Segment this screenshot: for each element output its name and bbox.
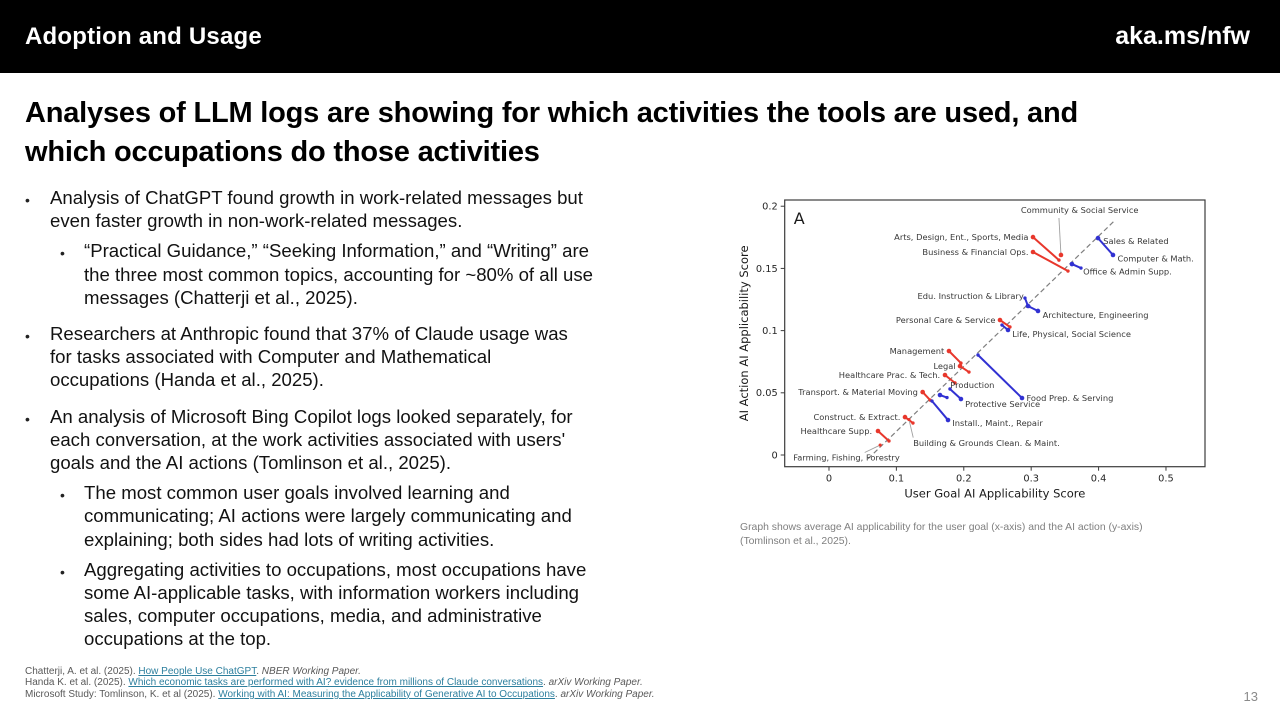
- page-title-line: which occupations do those activities: [25, 135, 540, 168]
- bullet-item: [25, 405, 715, 475]
- occupation-label: Arts, Design, Ent., Sports, Media: [894, 231, 1029, 242]
- data-point: [998, 318, 1003, 323]
- x-tick-label: 0.3: [1023, 473, 1039, 485]
- figure-caption: [740, 521, 1210, 548]
- occupation-label: Sales & Related: [1103, 235, 1169, 246]
- bullet-text: [84, 558, 586, 651]
- occupation-label: Business & Financial Ops.: [922, 246, 1029, 257]
- data-point: [876, 429, 881, 434]
- bullet-item: [25, 322, 715, 392]
- reference-link[interactable]: How People Use ChatGPT: [138, 666, 257, 677]
- x-tick-label: 0.4: [1090, 473, 1107, 485]
- data-point: [947, 349, 952, 354]
- reference-journal: NBER Working Paper.: [261, 666, 361, 677]
- leader-end-dot: [1000, 323, 1003, 326]
- applicability-scatter-chart: [737, 190, 1207, 512]
- occupation-label: Protective Service: [965, 398, 1041, 409]
- x-tick-label: 0: [825, 473, 833, 485]
- occupation-label: Install., Maint., Repair: [952, 417, 1043, 428]
- reference-line: [25, 689, 1125, 700]
- data-point: [959, 397, 964, 402]
- bullet-line: Analysis of ChatGPT found growth in work-related messages but: [50, 187, 583, 208]
- panel-label: A: [793, 209, 805, 228]
- reference-link[interactable]: Working with AI: Measuring the Applicability of Generative AI to Occupations: [218, 688, 555, 700]
- leader-end-dot: [887, 439, 890, 442]
- bullet-item: [60, 558, 715, 651]
- reference-prefix: Chatterji, A. et al. (2025).: [25, 666, 139, 677]
- bullet-line: occupations at the top.: [84, 628, 272, 650]
- figure-caption-line: Graph shows average AI applicability for the user goal (x-axis) and the AI action (y-axis): [740, 522, 1143, 533]
- occupation-label: Life, Physical, Social Science: [1012, 328, 1131, 339]
- bullet-text: [84, 239, 593, 309]
- leader-line: [1033, 237, 1059, 260]
- bullet-item: [60, 481, 715, 551]
- bullet-glyph: •: [25, 410, 30, 427]
- reference-journal: arXiv Working Paper.: [548, 677, 643, 689]
- data-point: [1111, 253, 1116, 258]
- bullet-glyph: •: [60, 487, 65, 504]
- leader-end-dot: [911, 421, 914, 424]
- leader-end-dot: [1023, 296, 1026, 299]
- occupation-label: Office & Admin Supp.: [1083, 266, 1172, 277]
- x-tick-label: 0.2: [955, 473, 972, 485]
- data-point: [1031, 235, 1036, 240]
- reference-link[interactable]: Which economic tasks are performed with AI? evidence from millions of Claude conversations: [128, 677, 544, 689]
- page-title: [25, 94, 1240, 171]
- reference-line: [25, 666, 1125, 677]
- data-point: [903, 415, 908, 420]
- bullet-glyph: •: [25, 192, 30, 208]
- leader-end-dot: [1057, 258, 1060, 261]
- header-short-url: aka.ms/nfw: [1115, 22, 1250, 50]
- data-point: [938, 393, 943, 398]
- data-point: [920, 390, 925, 395]
- y-tick-label: 0.2: [762, 201, 778, 213]
- occupation-label: Transport. & Material Moving: [798, 386, 918, 397]
- occupation-label: Farming, Fishing, Forestry: [793, 452, 900, 463]
- reference-prefix: Handa K. et al. (2025).: [25, 677, 129, 689]
- bullet-line: explaining; both sides had lots of writing activities.: [84, 528, 495, 550]
- occupation-label: Management: [889, 345, 945, 356]
- leader-end-dot: [930, 399, 933, 402]
- data-point: [946, 418, 951, 423]
- bullet-line: even faster growth in non-work-related messages.: [50, 210, 463, 232]
- axis-title-x: User Goal AI Applicability Score: [904, 486, 1086, 501]
- y-tick-label: 0.05: [755, 388, 778, 400]
- data-point: [1070, 262, 1075, 267]
- bullet-line: messages (Chatterji et al., 2025).: [84, 286, 358, 308]
- data-point: [879, 443, 882, 446]
- bullet-list: [25, 173, 715, 651]
- data-point: [907, 418, 910, 421]
- occupation-label: Architecture, Engineering: [1042, 309, 1149, 320]
- page-number: 13: [1243, 689, 1258, 704]
- occupation-label: Healthcare Prac. & Tech.: [838, 369, 941, 380]
- figure-caption-line: (Tomlinson et al., 2025).: [740, 535, 851, 547]
- header-bar: [0, 0, 1280, 73]
- y-tick-label: 0.1: [762, 326, 778, 338]
- bullet-glyph: •: [25, 328, 30, 345]
- occupation-label: Construct. & Extract.: [813, 411, 901, 422]
- reference-prefix: Microsoft Study: Tomlinson, K. et al (2025).: [25, 688, 219, 700]
- reference-separator: .: [256, 666, 262, 677]
- bullet-line: each conversation, at the work activities associated with users': [50, 428, 566, 450]
- leader-line: [932, 401, 948, 420]
- occupation-label: Computer & Math.: [1117, 253, 1194, 264]
- bullet-line: Aggregating activities to occupations, most occupations have: [84, 558, 587, 580]
- leader-end-dot: [967, 370, 970, 373]
- reference-separator: .: [554, 688, 561, 700]
- bullet-text: [50, 405, 573, 475]
- occupation-label: Building & Grounds Clean. & Maint.: [913, 437, 1060, 448]
- data-point: [1059, 253, 1064, 258]
- bullet-line: sales, computer occupations, media, and administrative: [84, 605, 542, 627]
- leader-line: [978, 355, 1022, 398]
- bullet-line: communicating; AI actions were largely communicating and: [84, 505, 572, 527]
- reference-line: [25, 677, 1125, 688]
- reference-journal: arXiv Working Paper.: [560, 688, 655, 700]
- leader-end-dot: [945, 396, 948, 399]
- y-tick-label: 0.15: [755, 263, 778, 275]
- bullet-line: some AI-applicable tasks, with information workers including: [84, 582, 580, 604]
- data-point: [958, 364, 963, 369]
- data-point: [1031, 250, 1036, 255]
- bullet-line: Researchers at Anthropic found that 37% of Claude usage was: [50, 323, 568, 345]
- bullet-line: for tasks associated with Computer and Mathematical: [50, 346, 492, 368]
- occupation-label: Personal Care & Service: [895, 314, 996, 325]
- leader-end-dot: [1066, 269, 1069, 272]
- bullet-text: [50, 322, 568, 392]
- bullet-line: An analysis of Microsoft Bing Copilot logs looked separately, for: [50, 405, 573, 427]
- bullet-text: [84, 481, 572, 551]
- leader-line: [1059, 218, 1061, 255]
- occupation-label: Production: [950, 379, 995, 390]
- occupation-label: Healthcare Supp.: [800, 425, 873, 436]
- bullet-glyph: •: [60, 563, 65, 580]
- bullet-line: goals and the AI actions (Tomlinson et al., 2025).: [50, 452, 452, 474]
- bullet-item: [25, 186, 715, 232]
- bullet-item: [60, 239, 715, 309]
- occupation-label: Edu. Instruction & Library: [917, 290, 1024, 301]
- data-point: [1026, 304, 1031, 309]
- data-point: [1006, 328, 1011, 333]
- reference-separator: .: [543, 677, 549, 689]
- bullet-line: “Practical Guidance,” “Seeking Information,” and “Writing” are: [84, 240, 589, 262]
- references: [25, 666, 1125, 700]
- x-tick-label: 0.5: [1158, 473, 1174, 485]
- scatter-figure: [737, 190, 1207, 512]
- axis-title-y: AI Action AI Applicability Score: [737, 245, 751, 422]
- leader-end-dot: [976, 353, 979, 356]
- data-point: [1036, 309, 1041, 314]
- data-point: [1096, 236, 1101, 241]
- data-point: [943, 373, 948, 378]
- bullet-line: The most common user goals involved learning and: [84, 482, 510, 504]
- page-title-line: Analyses of LLM logs are showing for which activities the tools are used, and: [25, 97, 1078, 129]
- bullet-line: the three most common topics, accounting for ~80% of all use: [84, 263, 594, 285]
- bullet-line: occupations (Handa et al., 2025).: [50, 369, 324, 391]
- header-title: Adoption and Usage: [25, 22, 262, 50]
- y-tick-label: 0: [771, 450, 778, 462]
- x-tick-label: 0.1: [888, 473, 905, 485]
- bullet-text: [50, 186, 583, 232]
- occupation-label: Community & Social Service: [1020, 204, 1139, 215]
- occupation-label: Food Prep. & Serving: [1026, 392, 1114, 403]
- occupation-label: Legal: [933, 360, 956, 371]
- bullet-glyph: •: [60, 245, 65, 262]
